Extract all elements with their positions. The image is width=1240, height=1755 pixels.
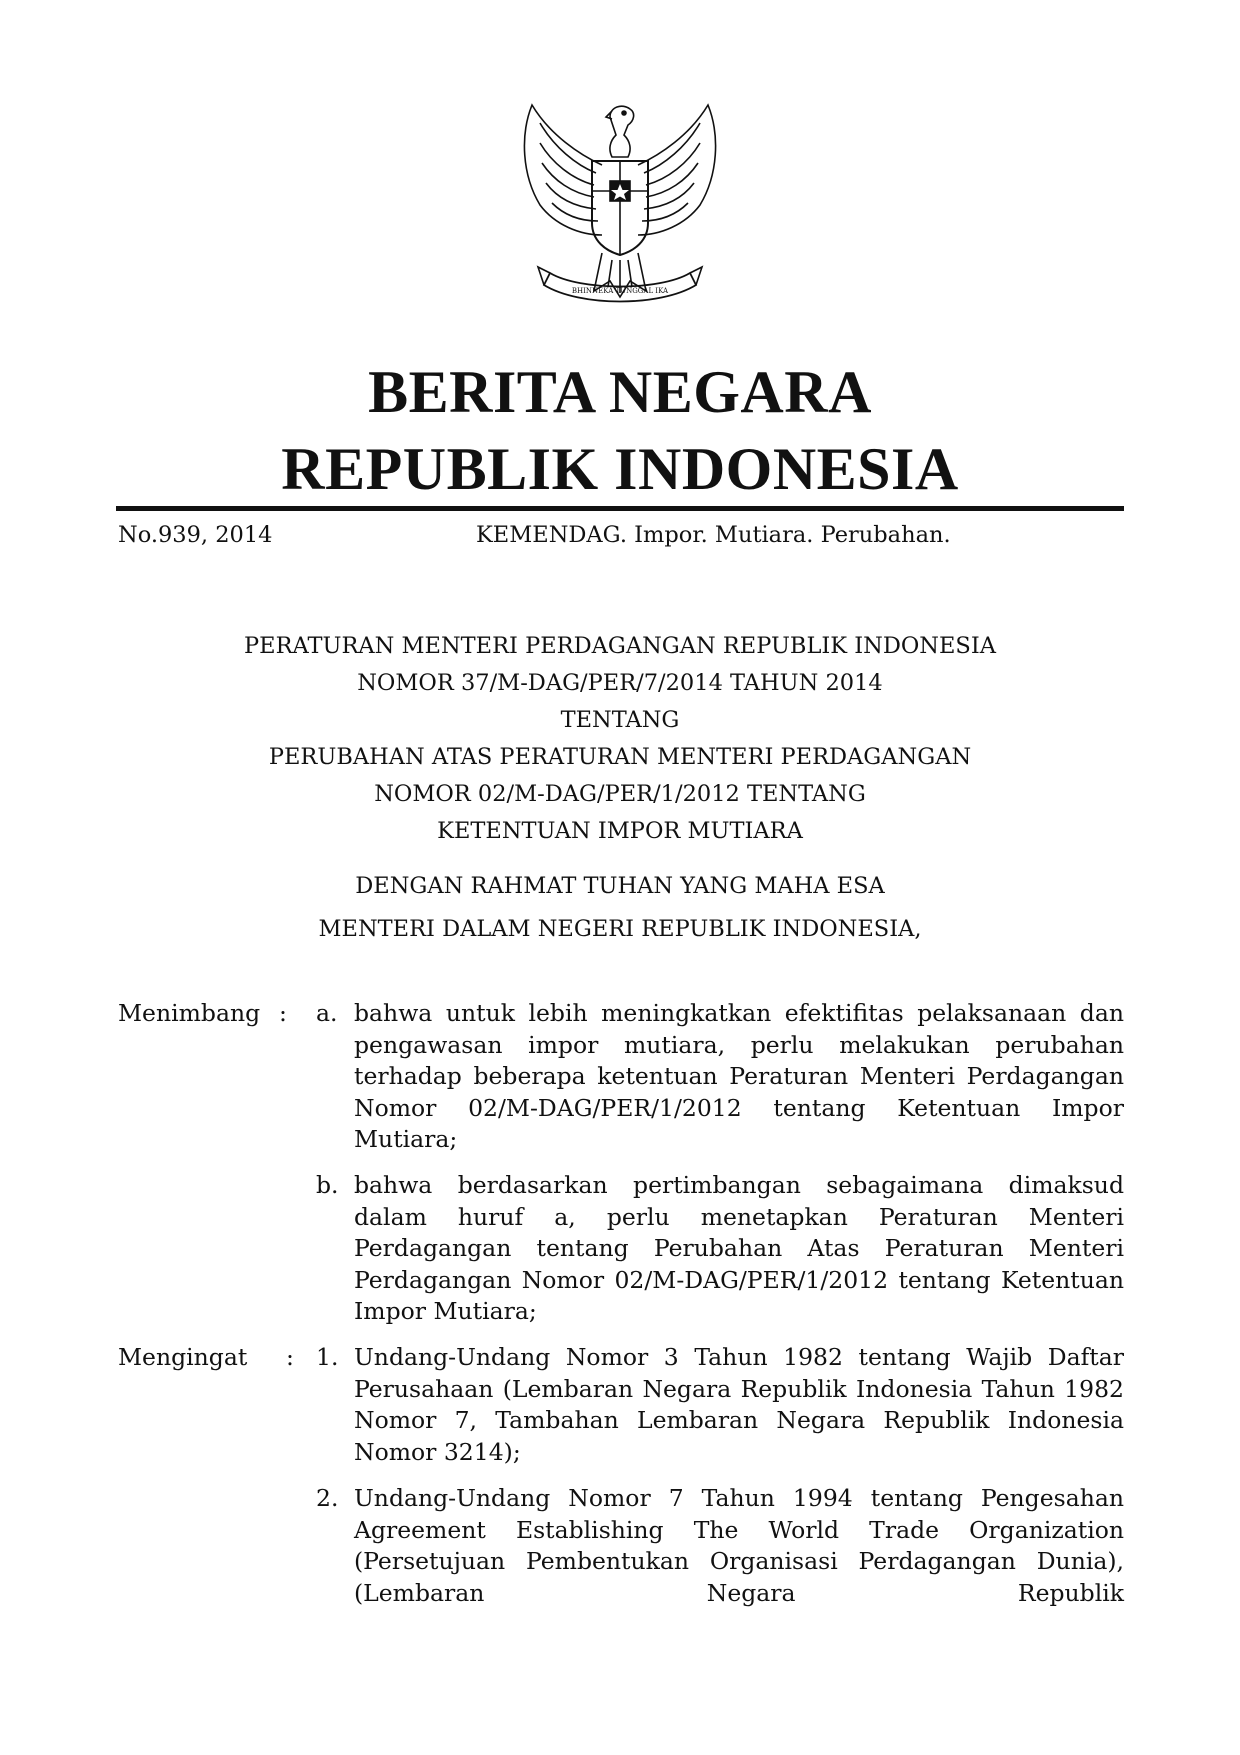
regulation-subject-1: PERUBAHAN ATAS PERATURAN MENTERI PERDAGANGAN bbox=[268, 744, 972, 770]
gazette-number: No.939, 2014 bbox=[118, 522, 273, 548]
menimbang-item-a-marker: a. bbox=[316, 999, 338, 1027]
regulation-tentang: TENTANG bbox=[560, 707, 680, 733]
masthead-line-1: BERITA NEGARA bbox=[368, 359, 872, 425]
svg-text:BHINNEKA TUNGGAL IKA: BHINNEKA TUNGGAL IKA bbox=[571, 287, 669, 295]
mengingat-label: Mengingat bbox=[118, 1343, 248, 1371]
mengingat-item-1-marker: 1. bbox=[316, 1343, 339, 1371]
menimbang-item-a-text: bahwa untuk lebih meningkatkan efektifitas pelaksanaan dan pengawasan impor mutiara, perlu melakukan perubahan terhadap beberapa ketentuan Peraturan Menteri Perdagangan Nomor 02/M-DAG/PER/1/2012 tentang Ketentuan Impor Mutiara; bbox=[354, 999, 1124, 1153]
menimbang-item-b-marker: b. bbox=[316, 1171, 339, 1199]
minister-title: MENTERI DALAM NEGERI REPUBLIK INDONESIA, bbox=[318, 916, 922, 942]
menimbang-label: Menimbang bbox=[118, 999, 261, 1027]
menimbang-item-b-text: bahwa berdasarkan pertimbangan sebagaimana dimaksud dalam huruf a, perlu menetapkan Peraturan Menteri Perdagangan tentang Perubahan Atas Peraturan Menteri Perdagangan Nomor 02/M-DAG/PER/1/2012 tentang Ketentuan Impor Mutiara; bbox=[354, 1171, 1124, 1325]
mengingat-item-2-marker: 2. bbox=[316, 1484, 339, 1512]
regulation-title: PERATURAN MENTERI PERDAGANGAN REPUBLIK INDONESIA bbox=[244, 633, 996, 659]
garuda-emblem-icon bbox=[510, 95, 730, 315]
header-divider bbox=[116, 506, 1124, 511]
menimbang-colon: : bbox=[279, 999, 287, 1027]
regulation-subject-3: KETENTUAN IMPOR MUTIARA bbox=[437, 818, 803, 844]
regulation-number: NOMOR 37/M-DAG/PER/7/2014 TAHUN 2014 bbox=[357, 670, 883, 696]
mengingat-item-1-text: Undang-Undang Nomor 3 Tahun 1982 tentang Wajib Daftar Perusahaan (Lembaran Negara Republik Indonesia Tahun 1982 Nomor 7, Tambahan Lembaran Negara Republik Indonesia Nomor 3214); bbox=[354, 1343, 1124, 1466]
mengingat-item-2-text: Undang-Undang Nomor 7 Tahun 1994 tentang Pengesahan Agreement Establishing The World Trade Organization (Persetujuan Pembentukan Organisasi Perdagangan Dunia), (Lembaran Negara Republik bbox=[354, 1484, 1124, 1607]
masthead-line-2: REPUBLIK INDONESIA bbox=[281, 436, 959, 502]
regulation-subject-2: NOMOR 02/M-DAG/PER/1/2012 TENTANG bbox=[374, 781, 866, 807]
gazette-keywords: KEMENDAG. Impor. Mutiara. Perubahan. bbox=[476, 522, 951, 548]
mengingat-colon: : bbox=[286, 1343, 294, 1371]
invocation: DENGAN RAHMAT TUHAN YANG MAHA ESA bbox=[355, 873, 885, 899]
